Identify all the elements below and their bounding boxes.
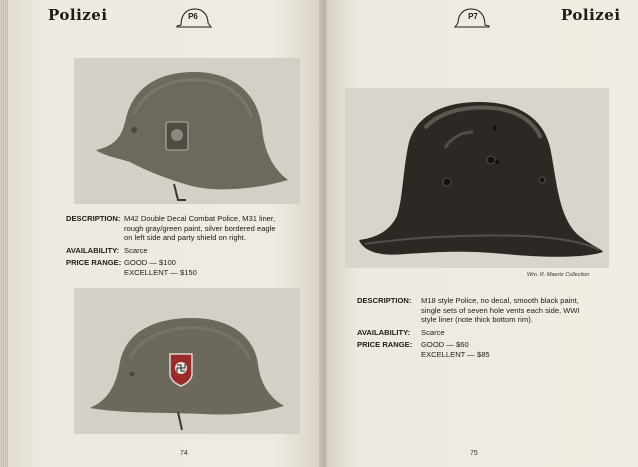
availability-text: Scarce	[421, 327, 445, 337]
helmet-photo-m42-double-decal	[74, 58, 300, 204]
right-running-title: Polizei	[561, 6, 621, 24]
availability-label: AVAILABILITY:	[357, 327, 411, 337]
description-text: M42 Double Decal Combat Police, M31 liner, rough gray/green paint, silver bordered eagle on left side and party shield on right.	[124, 214, 276, 242]
price-range-label: PRICE RANGE:	[357, 340, 413, 349]
price-range-text: GOOD — $60 EXCELLENT — $85	[421, 340, 490, 359]
helmet-photo-m18-black	[345, 88, 609, 268]
left-page-number: 74	[180, 450, 188, 457]
item-details-p7	[357, 296, 629, 362]
plate-number-tab-p7	[453, 6, 493, 30]
photo-collection-caption: Wm. R. Maertz Collection	[527, 272, 590, 278]
availability-text: Scarce	[124, 245, 148, 255]
right-page	[327, 0, 638, 467]
description-label: DESCRIPTION:	[66, 214, 121, 223]
left-running-title: Polizei	[48, 6, 108, 24]
book-page-edges	[0, 0, 8, 467]
price-range-text: GOOD — $100 EXCELLENT — $150	[124, 258, 197, 277]
plate-label-p6: P6	[188, 12, 198, 21]
description-text: M18 style Police, no decal, smooth black paint, single sets of seven hole vents each side, WWI style liner (note thick bottom rim).	[421, 296, 580, 324]
plate-label-p7: P7	[468, 12, 478, 21]
price-range-label: PRICE RANGE:	[66, 258, 122, 267]
description-label: DESCRIPTION:	[357, 296, 412, 305]
helmet-photo-party-shield	[74, 288, 300, 434]
left-page	[8, 0, 321, 467]
right-page-number: 75	[470, 450, 478, 457]
plate-number-tab-p6	[173, 6, 213, 30]
availability-label: AVAILABILITY:	[66, 245, 120, 255]
item-details-p6	[66, 214, 316, 280]
